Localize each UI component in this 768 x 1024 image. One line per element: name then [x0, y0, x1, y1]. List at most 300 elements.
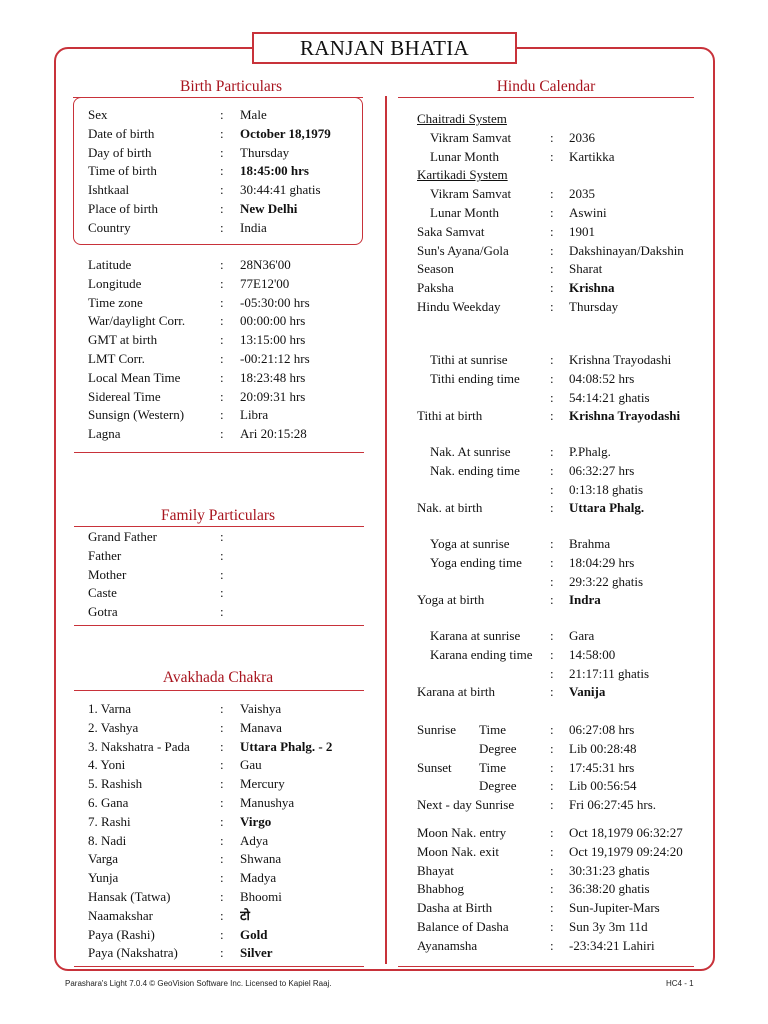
detail-row — [417, 223, 721, 242]
detail-value: 20:09:31 hrs — [240, 388, 306, 404]
detail-value: Brahma — [569, 536, 611, 551]
detail-value: Sun-Jupiter-Mars — [569, 900, 660, 916]
detail-value: 54:14:21 ghatis — [569, 389, 650, 405]
detail-row — [417, 351, 721, 370]
detail-row — [88, 275, 368, 294]
detail-label: Paksha — [417, 280, 454, 296]
detail-label: Moon Nak. exit — [417, 843, 499, 859]
nakshatra-details — [417, 443, 721, 518]
detail-row — [417, 554, 721, 573]
detail-row — [417, 740, 721, 759]
detail-value: 1901 — [569, 223, 595, 239]
avakhada-chakra-list — [88, 700, 368, 963]
detail-value: Indra — [569, 592, 601, 608]
detail-row — [417, 389, 721, 408]
separator: : — [550, 186, 554, 202]
detail-value: Libra — [240, 407, 269, 423]
detail-label: GMT at birth — [88, 332, 158, 348]
detail-label-main: Next - day Sunrise — [417, 797, 515, 813]
detail-label — [417, 481, 550, 500]
separator: : — [550, 862, 554, 878]
separator: : — [220, 604, 224, 620]
separator: : — [220, 407, 224, 423]
separator: : — [220, 529, 224, 544]
detail-label: 7. Rashi — [88, 813, 131, 829]
detail-value: Aswini — [569, 204, 607, 220]
detail-value — [240, 603, 368, 622]
separator: : — [220, 738, 224, 754]
detail-value: Lib 00:56:54 — [569, 778, 637, 794]
detail-value: 06:32:27 hrs — [569, 462, 635, 478]
detail-value: 77E12'00 — [240, 275, 290, 291]
detail-label — [417, 796, 550, 815]
detail-row — [88, 294, 368, 313]
detail-row — [417, 298, 721, 317]
chaitradi-title: Chaitradi System — [417, 111, 507, 126]
section-rule — [74, 966, 364, 967]
separator: : — [550, 536, 554, 551]
detail-row — [417, 683, 721, 702]
detail-label — [417, 777, 550, 796]
column-divider — [385, 96, 387, 964]
detail-row — [88, 200, 368, 219]
detail-label: Tithi at birth — [417, 408, 483, 424]
detail-label: Yoga at sunrise — [430, 536, 510, 551]
detail-row — [88, 181, 368, 200]
detail-value: 06:27:08 hrs — [569, 722, 635, 737]
detail-label: LMT Corr. — [88, 350, 145, 366]
separator: : — [550, 759, 554, 775]
detail-row — [88, 850, 368, 869]
detail-row — [417, 862, 721, 881]
detail-value: -05:30:00 hrs — [240, 294, 310, 310]
detail-label: Karana at sunrise — [430, 628, 521, 643]
detail-label: Tithi at sunrise — [430, 352, 508, 367]
detail-label-main: Sunrise — [417, 722, 456, 737]
detail-row — [88, 125, 368, 144]
separator: : — [220, 907, 224, 923]
detail-row — [88, 528, 368, 547]
detail-row — [417, 481, 721, 500]
detail-value: 36:38:20 ghatis — [569, 881, 650, 897]
separator: : — [220, 926, 224, 942]
section-rule — [74, 625, 364, 626]
detail-value: India — [240, 219, 267, 235]
detail-row — [88, 794, 368, 813]
separator: : — [550, 370, 554, 386]
detail-label: Hindu Weekday — [417, 298, 501, 314]
detail-row — [417, 627, 721, 646]
detail-label: Varga — [88, 851, 119, 867]
detail-label: Nak. ending time — [430, 462, 520, 478]
separator: : — [220, 219, 224, 235]
detail-label: Paya (Rashi) — [88, 926, 155, 942]
detail-label: Dasha at Birth — [417, 900, 493, 916]
detail-row — [88, 926, 368, 945]
detail-value: 29:3:22 ghatis — [569, 573, 644, 589]
separator: : — [220, 757, 224, 773]
separator: : — [550, 628, 554, 643]
detail-label: Nak. at birth — [417, 500, 483, 516]
detail-label — [417, 721, 550, 740]
detail-row — [417, 462, 721, 481]
detail-value: Thursday — [569, 298, 619, 314]
detail-label: Mother — [88, 566, 127, 582]
detail-value: New Delhi — [240, 200, 298, 216]
separator: : — [550, 684, 554, 700]
detail-label-sub: Time — [479, 759, 506, 775]
detail-value: 13:15:00 hrs — [240, 332, 306, 348]
separator: : — [220, 547, 224, 563]
detail-row — [88, 425, 368, 444]
detail-value — [240, 528, 368, 547]
detail-label: Tithi ending time — [430, 370, 520, 386]
separator: : — [550, 129, 554, 145]
detail-row — [417, 899, 721, 918]
separator: : — [220, 313, 224, 329]
separator: : — [220, 794, 224, 810]
separator: : — [550, 825, 554, 840]
detail-label: Hansak (Tatwa) — [88, 888, 171, 904]
separator: : — [220, 719, 224, 735]
detail-row — [417, 242, 721, 261]
detail-label: Saka Samvat — [417, 223, 485, 239]
separator: : — [550, 843, 554, 859]
detail-value: 04:08:52 hrs — [569, 370, 635, 386]
detail-row — [417, 129, 721, 148]
detail-value: Gau — [240, 757, 262, 773]
detail-value: Thursday — [240, 144, 290, 160]
detail-label-sub: Degree — [479, 778, 517, 794]
detail-label: War/daylight Corr. — [88, 313, 186, 329]
detail-label-main: Sunset — [417, 759, 452, 775]
detail-value: Uttara Phalg. — [569, 500, 645, 516]
separator: : — [550, 592, 554, 608]
family-particulars-list — [88, 528, 368, 622]
detail-label: Sex — [88, 107, 108, 122]
detail-value: Manushya — [240, 794, 295, 810]
separator: : — [220, 369, 224, 385]
detail-row — [88, 584, 368, 603]
detail-label: Naamakshar — [88, 907, 153, 923]
separator: : — [550, 352, 554, 367]
detail-label — [417, 740, 550, 759]
detail-label: Vikram Samvat — [430, 186, 512, 202]
separator: : — [550, 500, 554, 516]
detail-row — [88, 406, 368, 425]
detail-value: Mercury — [240, 776, 285, 792]
detail-label: Balance of Dasha — [417, 918, 509, 934]
separator: : — [220, 585, 224, 601]
separator: : — [220, 566, 224, 582]
hindu-calendar-heading: Hindu Calendar — [496, 78, 596, 95]
detail-label: Time zone — [88, 294, 143, 310]
detail-value: Krishna Trayodashi — [569, 408, 681, 424]
separator: : — [550, 298, 554, 314]
detail-value: Kartikka — [569, 148, 615, 164]
separator: : — [220, 870, 224, 886]
detail-row — [88, 162, 368, 181]
detail-label: 5. Rashish — [88, 776, 143, 792]
separator: : — [550, 204, 554, 220]
detail-value — [240, 547, 368, 566]
separator: : — [220, 388, 224, 404]
detail-label: Moon Nak. entry — [417, 825, 507, 840]
detail-label: Yunja — [88, 870, 119, 886]
separator: : — [550, 261, 554, 277]
detail-row — [417, 499, 721, 518]
detail-row — [417, 880, 721, 899]
heading-rule — [74, 526, 364, 527]
detail-value: Adya — [240, 832, 269, 848]
separator: : — [220, 701, 224, 716]
detail-label: 3. Nakshatra - Pada — [88, 738, 190, 754]
detail-row — [88, 256, 368, 275]
separator: : — [550, 280, 554, 296]
detail-value: -00:21:12 hrs — [240, 350, 310, 366]
detail-row — [417, 204, 721, 223]
tithi-details — [417, 351, 721, 426]
detail-row — [417, 443, 721, 462]
separator: : — [220, 888, 224, 904]
kartikadi-title: Kartikadi System — [417, 167, 508, 183]
separator: : — [550, 223, 554, 239]
detail-row — [88, 756, 368, 775]
detail-row — [417, 148, 721, 167]
detail-label — [417, 389, 550, 408]
detail-value: Vanija — [569, 684, 606, 700]
separator: : — [220, 144, 224, 160]
astro-details-list — [88, 256, 368, 444]
detail-label: Grand Father — [88, 529, 157, 544]
separator: : — [220, 851, 224, 867]
detail-value: October 18,1979 — [240, 125, 331, 141]
detail-row — [88, 369, 368, 388]
detail-label: Time of birth — [88, 163, 157, 179]
separator: : — [220, 257, 224, 272]
separator: : — [550, 462, 554, 478]
separator: : — [220, 426, 224, 442]
detail-label: Karana at birth — [417, 684, 495, 700]
detail-row — [88, 888, 368, 907]
separator: : — [550, 778, 554, 794]
detail-value: -23:34:21 Lahiri — [569, 937, 655, 953]
detail-label: Vikram Samvat — [430, 129, 512, 145]
separator: : — [550, 900, 554, 916]
detail-row — [88, 775, 368, 794]
detail-row — [88, 944, 368, 963]
detail-value: Dakshinayan/Dakshin — [569, 242, 684, 258]
separator: : — [550, 881, 554, 897]
moon-dasha-details — [417, 824, 721, 956]
separator: : — [220, 107, 224, 122]
detail-label-sub: Degree — [479, 740, 517, 756]
detail-row — [417, 937, 721, 956]
detail-value: Male — [240, 107, 267, 122]
detail-label: 8. Nadi — [88, 832, 127, 848]
detail-label: 2. Vashya — [88, 719, 139, 735]
detail-row — [88, 144, 368, 163]
separator: : — [550, 918, 554, 934]
detail-row — [88, 388, 368, 407]
detail-row — [417, 721, 721, 740]
detail-row — [417, 918, 721, 937]
detail-row — [417, 759, 721, 778]
separator: : — [550, 148, 554, 164]
separator: : — [550, 242, 554, 258]
separator: : — [220, 332, 224, 348]
detail-value: P.Phalg. — [569, 444, 611, 459]
separator: : — [550, 797, 554, 813]
detail-value: Sun 3y 3m 11d — [569, 918, 648, 934]
detail-row — [417, 573, 721, 592]
detail-value: Oct 19,1979 09:24:20 — [569, 843, 683, 859]
detail-value: Vaishya — [240, 701, 282, 716]
detail-value: Silver — [240, 945, 273, 961]
detail-value: Krishna — [569, 280, 615, 296]
detail-row — [88, 106, 368, 125]
footer-page-code: HC4 - 1 — [666, 979, 694, 988]
section-rule — [398, 966, 694, 967]
section-rule — [74, 452, 364, 453]
separator: : — [220, 832, 224, 848]
separator: : — [220, 813, 224, 829]
separator: : — [550, 554, 554, 570]
detail-row — [417, 591, 721, 610]
detail-row — [88, 331, 368, 350]
detail-value: Virgo — [240, 813, 272, 829]
avakhada-chakra-heading: Avakhada Chakra — [162, 669, 274, 686]
separator: : — [220, 776, 224, 792]
separator: : — [220, 200, 224, 216]
karana-details — [417, 627, 721, 702]
detail-label: Karana ending time — [430, 646, 533, 662]
detail-label: Lunar Month — [430, 148, 499, 164]
detail-label: Sidereal Time — [88, 388, 161, 404]
detail-value: टो — [240, 907, 250, 923]
detail-label: Bhayat — [417, 862, 454, 878]
separator: : — [550, 937, 554, 953]
detail-label: Place of birth — [88, 200, 159, 216]
separator: : — [220, 945, 224, 961]
detail-row — [417, 260, 721, 279]
detail-row — [88, 219, 368, 238]
detail-label: Local Mean Time — [88, 369, 181, 385]
detail-value: Bhoomi — [240, 888, 282, 904]
detail-row — [88, 312, 368, 331]
detail-label: Bhabhog — [417, 881, 464, 897]
detail-row — [88, 700, 368, 719]
detail-label: 4. Yoni — [88, 757, 126, 773]
detail-label: Caste — [88, 585, 117, 601]
detail-value — [240, 566, 368, 585]
detail-row — [88, 603, 368, 622]
detail-value: 18:23:48 hrs — [240, 369, 306, 385]
detail-value: 17:45:31 hrs — [569, 759, 635, 775]
separator: : — [550, 740, 554, 756]
detail-label — [417, 573, 550, 592]
detail-row — [88, 907, 368, 926]
detail-value: 21:17:11 ghatis — [569, 665, 650, 681]
separator: : — [220, 182, 224, 198]
detail-row — [417, 824, 721, 843]
family-particulars-heading: Family Particulars — [160, 507, 276, 524]
heading-rule — [74, 690, 364, 691]
detail-row — [88, 719, 368, 738]
detail-value: 0:13:18 ghatis — [569, 481, 644, 497]
detail-row — [417, 796, 721, 815]
detail-row — [88, 350, 368, 369]
detail-label: Date of birth — [88, 125, 155, 141]
detail-row — [417, 535, 721, 554]
detail-label: 6. Gana — [88, 794, 129, 810]
detail-row — [417, 843, 721, 862]
detail-row — [88, 832, 368, 851]
separator: : — [550, 444, 554, 459]
detail-label: Ishtkaal — [88, 182, 130, 198]
birth-particulars-heading: Birth Particulars — [179, 78, 283, 95]
detail-label: Season — [417, 261, 454, 277]
detail-value: Oct 18,1979 06:32:27 — [569, 825, 683, 840]
detail-value: Madya — [240, 870, 277, 886]
detail-row — [417, 646, 721, 665]
detail-row — [417, 279, 721, 298]
separator: : — [220, 163, 224, 179]
detail-value: Lib 00:28:48 — [569, 740, 637, 756]
detail-label: Nak. At sunrise — [430, 444, 511, 459]
detail-label — [417, 665, 550, 684]
person-name: RANJAN BHATIA — [252, 32, 517, 64]
separator: : — [220, 294, 224, 310]
detail-label: Day of birth — [88, 144, 152, 160]
footer-credit: Parashara's Light 7.0.4 © GeoVision Software Inc. Licensed to Kapiel Raaj. — [65, 979, 332, 988]
detail-label: 1. Varna — [88, 701, 132, 716]
separator: : — [550, 665, 554, 681]
separator: : — [220, 275, 224, 291]
detail-value: Fri 06:27:45 hrs. — [569, 797, 657, 813]
yoga-details — [417, 535, 721, 610]
separator: : — [550, 722, 554, 737]
separator: : — [550, 646, 554, 662]
detail-value: 18:04:29 hrs — [569, 554, 635, 570]
detail-label: Country — [88, 219, 131, 235]
detail-value: 30:44:41 ghatis — [240, 182, 321, 198]
detail-row — [88, 566, 368, 585]
detail-value: 18:45:00 hrs — [240, 163, 309, 179]
detail-row — [88, 813, 368, 832]
detail-label: Paya (Nakshatra) — [88, 945, 178, 961]
detail-value: Uttara Phalg. - 2 — [240, 738, 333, 754]
detail-value: Manava — [240, 719, 282, 735]
detail-row — [417, 185, 721, 204]
detail-label-sub: Time — [479, 722, 506, 737]
separator: : — [550, 389, 554, 405]
detail-value: 2035 — [569, 186, 595, 202]
birth-particulars-list — [88, 106, 368, 238]
detail-label: Yoga at birth — [417, 592, 485, 608]
separator: : — [220, 350, 224, 366]
detail-row — [88, 738, 368, 757]
heading-rule — [398, 97, 694, 98]
detail-label: Sun's Ayana/Gola — [417, 242, 509, 258]
detail-value: Ari 20:15:28 — [240, 426, 307, 442]
detail-value: Shwana — [240, 851, 282, 867]
detail-label: Gotra — [88, 604, 118, 620]
detail-value: Gold — [240, 926, 268, 942]
detail-row — [417, 407, 721, 426]
detail-label: Longitude — [88, 275, 142, 291]
detail-label: Lunar Month — [430, 204, 499, 220]
